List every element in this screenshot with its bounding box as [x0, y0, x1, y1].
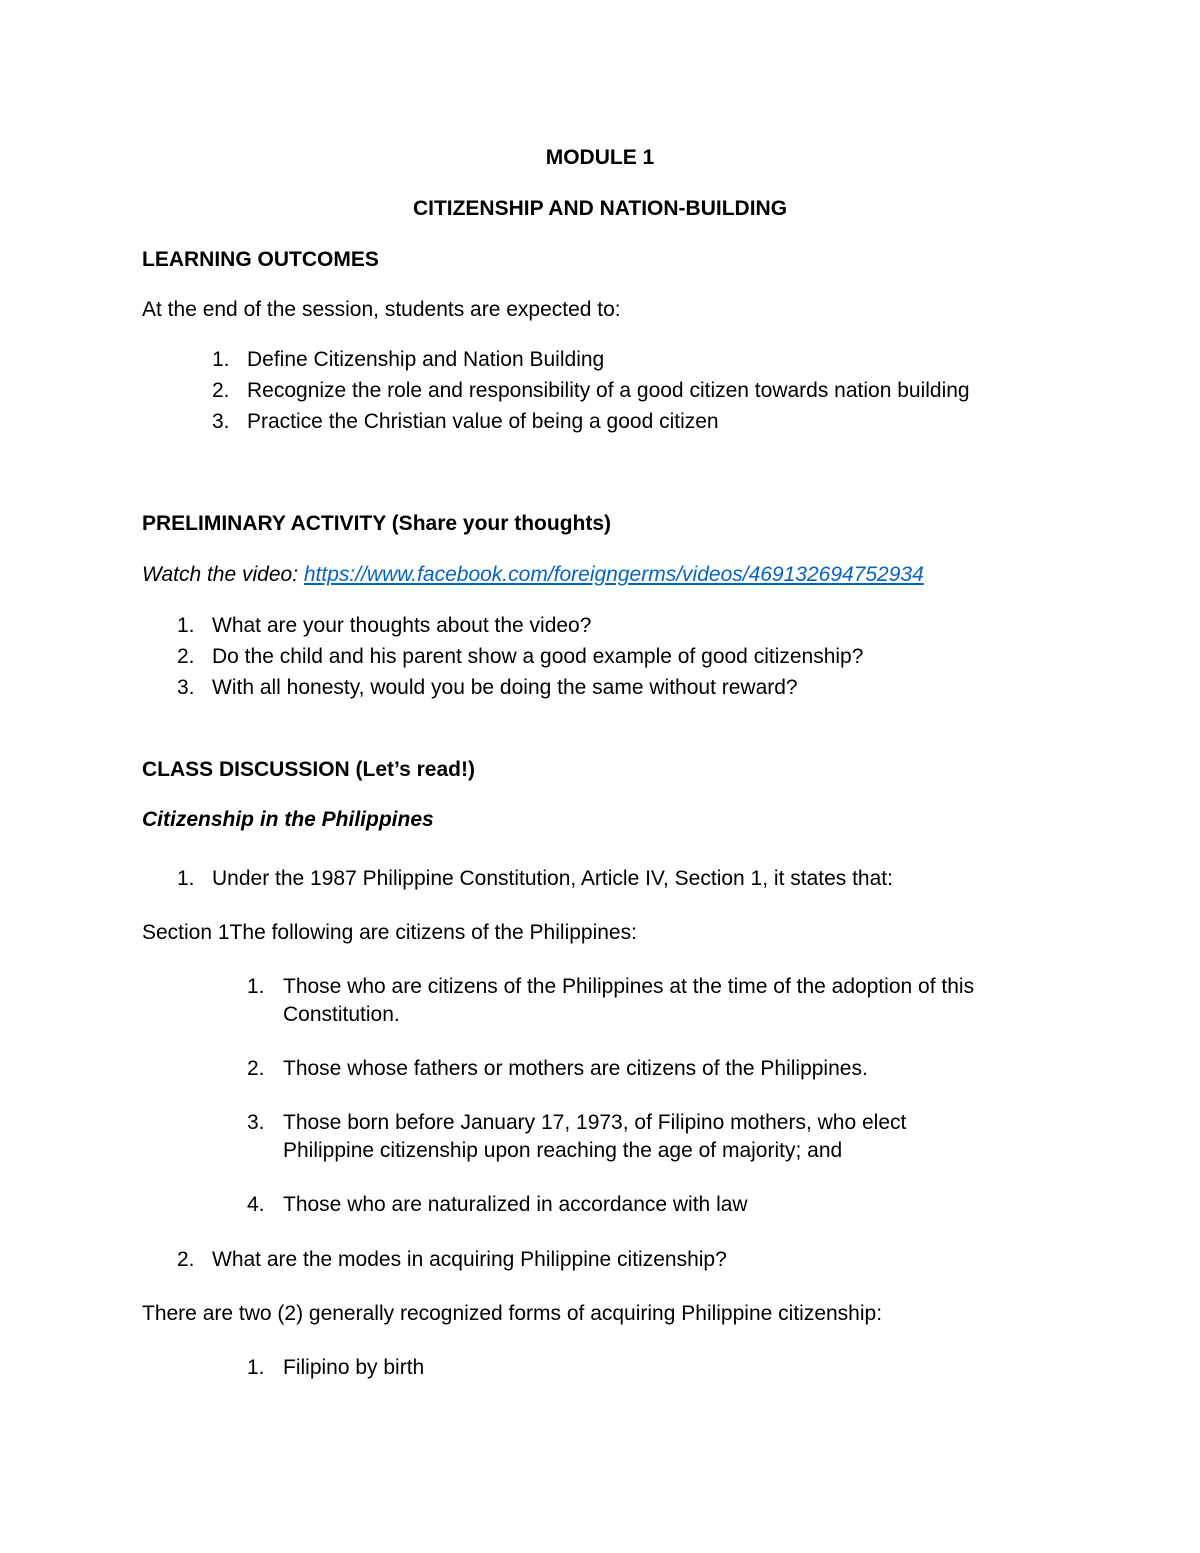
modes-intro: There are two (2) generally recognized forms of acquiring Philippine citizenship: [142, 1302, 883, 1325]
video-link[interactable]: https://www.facebook.com/foreigngerms/videos/469132694752934 [303, 563, 924, 586]
question-item: With all honesty, would you be doing the same without reward? [212, 676, 798, 699]
discussion-question: What are the modes in acquiring Philippine citizenship? [212, 1248, 727, 1271]
discussion-question: Under the 1987 Philippine Constitution, Article IV, Section 1, it states that: [212, 867, 893, 890]
outcome-item: Practice the Christian value of being a good citizen [247, 410, 719, 433]
module-label: MODULE 1 [545, 146, 655, 169]
citizen-number: 3. [247, 1111, 265, 1134]
question-item: What are your thoughts about the video? [212, 614, 592, 637]
question-number: 2. [177, 645, 195, 668]
mode-item: Filipino by birth [283, 1356, 425, 1379]
watch-video-line [142, 564, 924, 585]
discussion-question-number: 2. [177, 1248, 195, 1271]
discussion-subheading: Citizenship in the Philippines [142, 808, 434, 831]
learning-outcomes-intro: At the end of the session, students are expected to: [142, 298, 621, 321]
citizen-item: Those whose fathers or mothers are citizens of the Philippines. [283, 1057, 868, 1080]
preliminary-heading: PRELIMINARY ACTIVITY (Share your thoughts) [142, 512, 612, 535]
outcome-number: 3. [212, 410, 230, 433]
discussion-heading: CLASS DISCUSSION (Let’s read!) [142, 758, 475, 781]
watch-video-label: Watch the video: [142, 563, 304, 586]
question-number: 1. [177, 614, 195, 637]
discussion-question-number: 1. [177, 867, 195, 890]
module-title: CITIZENSHIP AND NATION-BUILDING [412, 197, 788, 220]
mode-number: 1. [247, 1356, 265, 1379]
citizen-number: 1. [247, 975, 265, 998]
outcome-item: Define Citizenship and Nation Building [247, 348, 605, 371]
section-intro: Section 1The following are citizens of the Philippines: [142, 921, 637, 944]
citizen-item-continued: Philippine citizenship upon reaching the age of majority; and [283, 1139, 843, 1162]
outcome-number: 2. [212, 379, 230, 402]
citizen-item: Those born before January 17, 1973, of Filipino mothers, who elect [283, 1111, 907, 1134]
question-number: 3. [177, 676, 195, 699]
outcome-number: 1. [212, 348, 230, 371]
citizen-number: 2. [247, 1057, 265, 1080]
citizen-item: Those who are naturalized in accordance with law [283, 1193, 748, 1216]
citizen-item-continued: Constitution. [283, 1003, 400, 1026]
outcome-item: Recognize the role and responsibility of a good citizen towards nation building [247, 379, 970, 402]
question-item: Do the child and his parent show a good example of good citizenship? [212, 645, 864, 668]
learning-outcomes-heading: LEARNING OUTCOMES [142, 248, 379, 271]
citizen-number: 4. [247, 1193, 265, 1216]
citizen-item: Those who are citizens of the Philippines at the time of the adoption of this [283, 975, 975, 998]
